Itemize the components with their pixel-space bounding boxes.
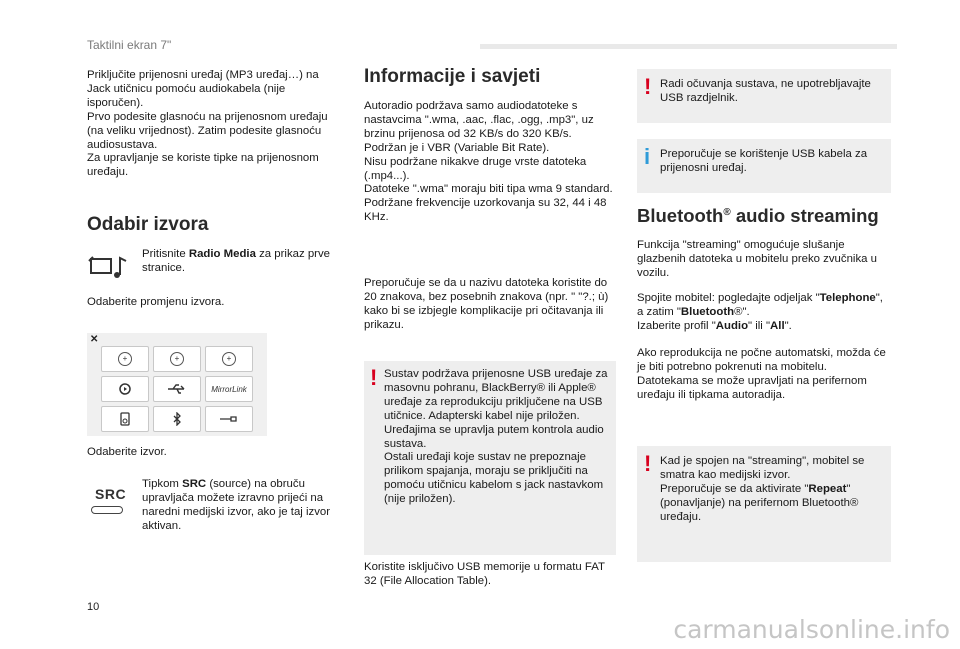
audio-label: Audio xyxy=(715,319,749,332)
bluetooth-label: Bluetooth xyxy=(680,305,735,318)
watermark: carmanualsonline.info xyxy=(673,615,950,644)
heading-source-select: Odabir izvora xyxy=(87,214,209,235)
bt-p2-c: ", a zatim " xyxy=(637,292,883,318)
close-icon[interactable]: ✕ xyxy=(90,334,99,345)
cable-info-text: Preporučuje se korištenje USB kabela za prijenosni uređaj. xyxy=(660,148,868,174)
source-tile-3[interactable] xyxy=(205,346,253,372)
radio-icon: + xyxy=(170,352,184,366)
hub-warning-text: Radi očuvanja sustava, ne upotrebljavajte USB razdjelnik. xyxy=(660,78,871,104)
src-label: SRC xyxy=(95,486,127,502)
intro-line-2: Prvo podesite glasnoću na prijenosnom uređaju (na veliku vrijednost). Zatim podesite glasnoću audiosustava. xyxy=(87,110,328,151)
step4-pre: Tipkom xyxy=(142,478,183,490)
source-tile-usb[interactable] xyxy=(153,376,201,402)
source-tile-aux[interactable] xyxy=(205,406,253,432)
streaming-warning-d: " (ponavljanje) na perifernom Bluetooth® uređaju. xyxy=(660,482,859,523)
telephone-label: Telephone xyxy=(819,292,876,304)
step1-pre: Pritisnite xyxy=(142,248,189,260)
section-title: Taktilni ekran 7" xyxy=(87,38,172,52)
src-bold: SRC xyxy=(182,478,207,490)
intro-line-1: Priključite prijenosni uređaj (MP3 uređaj…) na Jack utičnicu pomoću audiokabela (nije isporučen). xyxy=(87,69,319,109)
bluetooth-word: Bluetooth xyxy=(637,205,724,226)
radio-media-label: Radio Media xyxy=(188,248,256,260)
ipod-icon xyxy=(120,412,130,426)
source-tile-1[interactable] xyxy=(101,346,149,372)
registered-mark: ® xyxy=(723,206,731,218)
repeat-label: Repeat xyxy=(808,482,847,495)
heading-rest: audio streaming xyxy=(730,205,879,226)
source-selection-panel xyxy=(87,333,267,436)
warning-icon: ! xyxy=(370,365,378,390)
info-line-1: Autoradio podržava samo audiodatoteke s nastavcima ".wma, .aac, .flac, .ogg, .mp3", uz brzinu prijenosa od 32 KB/s do 320 KB/s. xyxy=(364,100,594,140)
usb-warning-line-3: Ostali uređaji koje sustav ne prepoznaje prilikom spajanja, moraju se priključiti na pomoću utičnicu kabelom s jack nastavkom (nije priložen). xyxy=(384,451,604,506)
page-number: 10 xyxy=(87,601,100,613)
bt-paragraph-1: Funkcija "streaming" omogućuje slušanje glazbenih datoteka u mobitelu preko zvučnika u vozilu. xyxy=(637,239,877,279)
bt-p2-e: ®". xyxy=(734,305,750,318)
bt-p2-a: Spojite mobitel: pogledajte odjeljak " xyxy=(637,292,820,304)
src-button-shape xyxy=(91,506,123,514)
player-icon xyxy=(117,382,133,396)
all-label: All xyxy=(770,319,785,332)
heading-bluetooth-streaming xyxy=(637,205,879,227)
step1-post: za prikaz prve stranice. xyxy=(142,248,331,274)
usb-icon xyxy=(167,383,187,395)
bt-p2-j: ". xyxy=(784,319,792,332)
info-paragraph-3: Koristite isključivo USB memorije u formatu FAT 32 (File Allocation Table). xyxy=(364,561,605,587)
src-button-icon xyxy=(87,486,129,516)
info-paragraph-2: Preporučuje se da u nazivu datoteka koristite do 20 znakova, bez posebnih znakova (npr. " "?.; ù) kako bi se izbjegle komplikacije pri očitavanja ili prikazu. xyxy=(364,277,609,331)
intro-line-3: Za upravljanje se koriste tipke na prijenosnom uređaju. xyxy=(87,152,319,179)
warning-icon: ! xyxy=(644,451,652,476)
source-tile-2[interactable] xyxy=(153,346,201,372)
bt-p2-f: Izaberite profil " xyxy=(637,319,716,332)
heading-info-tips: Informacije i savjeti xyxy=(364,66,541,87)
source-tile-bluetooth[interactable] xyxy=(153,406,201,432)
bluetooth-icon xyxy=(172,412,182,426)
info-line-5: Podržane frekvencije uzorkovanja su 32, 44 i 48 KHz. xyxy=(364,197,607,224)
step-src xyxy=(142,478,334,534)
warning-icon: ! xyxy=(644,74,652,99)
usb-warning-line-1: Sustav podržava prijenosne USB uređaje za masovnu pohranu, BlackBerry® ili Apple® uređaje za reprodukciju priključene na USB utičnice. Adapterski kabel nije priložen. xyxy=(384,368,608,422)
streaming-warning-b: Preporučuje se da aktivirate " xyxy=(660,482,809,495)
header-rule xyxy=(480,44,897,49)
streaming-warning-line-1: Kad je spojen na "streaming", mobitel se smatra kao medijski izvor. xyxy=(660,455,865,481)
step-select-source: Odaberite izvor. xyxy=(87,446,167,458)
radio-icon: + xyxy=(118,352,132,366)
info-line-2: Podržan je i VBR (Variable Bit Rate). xyxy=(364,141,550,154)
radio-icon: + xyxy=(222,352,236,366)
info-line-3: Nisu podržane nikakve druge vrste datoteka (.mp4...). xyxy=(364,155,587,182)
radio-media-icon xyxy=(88,252,130,287)
step-change-source: Odaberite promjenu izvora. xyxy=(87,296,225,308)
usb-warning-text xyxy=(384,368,610,507)
info-icon: i xyxy=(644,144,651,169)
column-1 xyxy=(87,69,337,180)
mirrorlink-label: MirrorLink xyxy=(211,384,247,394)
usb-warning-line-2: Uređajima se upravlja putem kontrola audio sustava. xyxy=(384,423,604,450)
step-radio-media xyxy=(142,248,332,276)
info-line-4: Datoteke ".wma" moraju biti tipa wma 9 standard. xyxy=(364,183,613,196)
source-tile-player[interactable] xyxy=(101,376,149,402)
bt-p2-h: " ili " xyxy=(748,319,771,332)
bt-paragraph-2 xyxy=(637,292,891,334)
jack-icon xyxy=(219,414,239,424)
source-tile-ipod[interactable] xyxy=(101,406,149,432)
step4-post: (source) na obruču upravljača možete izravno prijeći na naredni medijski izvor, ako je taj izvor aktivan. xyxy=(142,478,331,532)
bt-paragraph-3: Ako reprodukcija ne počne automatski, možda će je biti potrebno pokrenuti na mobitelu. Datotekama se može upravljati na perifernom uređaju ili tipkama autoradija. xyxy=(637,347,886,401)
streaming-warning-text xyxy=(660,455,884,525)
info-paragraph-1 xyxy=(364,100,616,225)
source-tile-mirrorlink[interactable] xyxy=(205,376,253,402)
